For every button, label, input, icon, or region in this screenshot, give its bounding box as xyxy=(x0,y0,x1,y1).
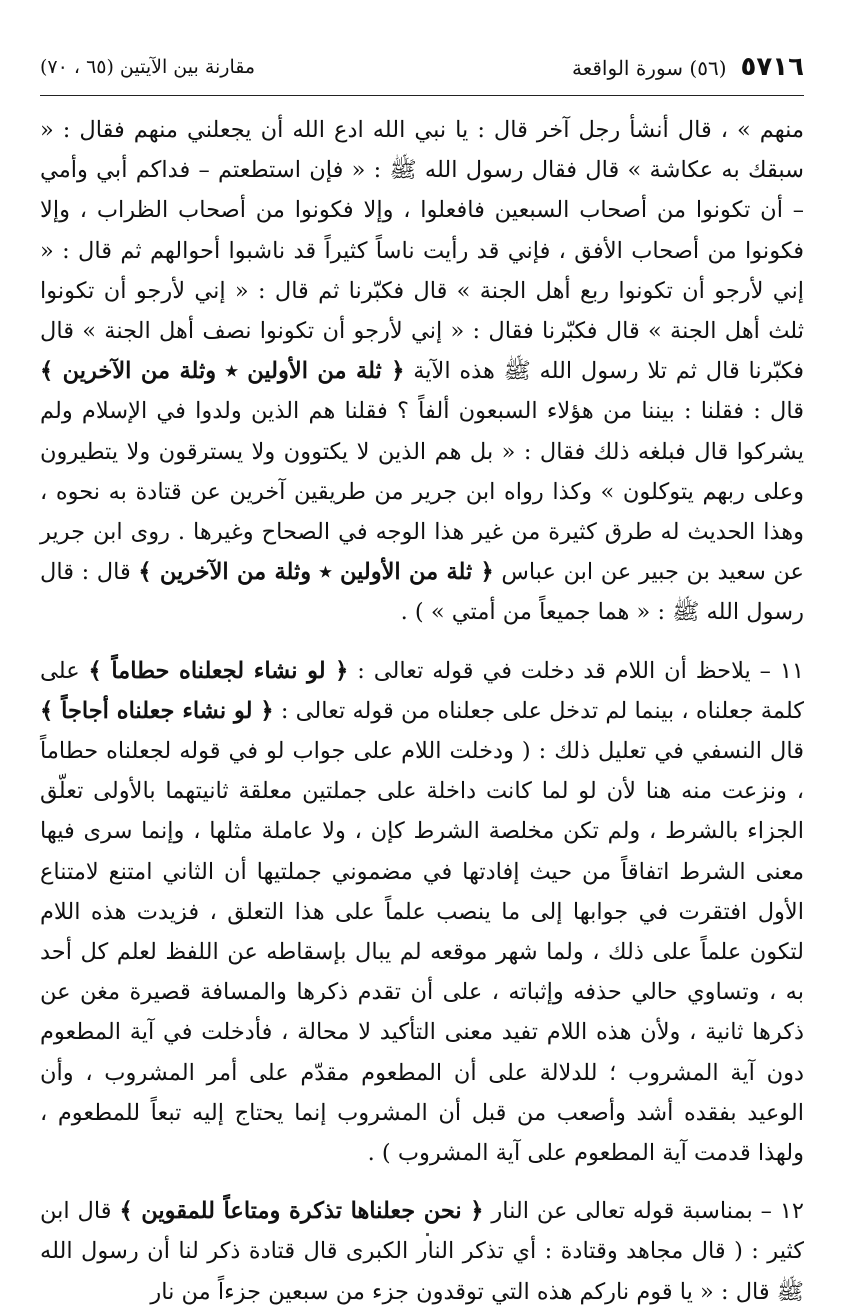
paragraph-note-12 xyxy=(40,1191,804,1312)
quran-verse: ﴿ ثلة من الأولين ٭ وثلة من الآخرين ﴾ xyxy=(138,559,494,586)
paragraph-text xyxy=(40,1191,804,1312)
page-number: ٥٧١٦ xyxy=(740,52,804,82)
quran-verse: ﴿ ثلة من الأولين ٭ وثلة من الآخرين ﴾ xyxy=(40,358,405,385)
header-right xyxy=(572,52,804,82)
page-header xyxy=(40,46,804,88)
text-run: قال النسفي في تعليل ذلك : ( ودخلت اللام على جواب لو في قوله لجعلناه حطاماً ، ونزعت منه هنا لأن لو لما كانت داخلة على جملتين معلقة ثانيتهما بالأولى تعلّق الجزاء بالشرط ، ولم تكن مخلصة الشرط كإن ، ولا عاملة مثلها ، وإنما سرى فيها معنى الشرط اتفاقاً من حيث إفادتها في مضموني جملتيها أن الثاني امتنع لامتناع الأول افتقرت في جوابها إلى ما ينصب علماً على هذا التعلق ، فزيدت هذه اللام لتكون علماً على ذلك ، ولما شهر موقعه لم يبال بإسقاطه عن اللفظ لعلم كل أحد به ، وتساوي حالي حذفه وإثباته ، على أن تقدم ذكرها والمسافة قصيرة مغن عن ذكرها ثانية ، ولأن هذه اللام تفيد معنى التأكيد لا محالة ، فأدخلت في آية المطعوم دون آية المشروب ؛ للدلالة على أن المطعوم مقدّم على أمر المشروب ، وأن الوعيد بفقده أشد وأصعب من قبل أن المشروب إنما يحتاج إليه تبعاً للمطعوم ، ولهذا قدمت آية المطعوم على آية المشروب ) . xyxy=(40,738,804,1167)
quran-verse: ﴿ نحن جعلناها تذكرة ومتاعاً للمقوين ﴾ xyxy=(119,1198,484,1225)
paragraph-hadith xyxy=(40,110,804,633)
text-run: منهم » ، قال أنشأ رجل آخر قال : يا نبي الله ادع الله أن يجعلني منهم فقال : « سبقك به عكاشة » قال فقال رسول الله ﷺ : « فإن استطعتم – فداكم أبي وأمي – أن تكونوا من أصحاب السبعين فافعلوا ، وإلا فكونوا من أصحاب الظراب ، وإلا فكونوا من أصحاب الأفق ، فإني قد رأيت ناساً كثيراً قد ناشبوا أحوالهم ثم قال : « إني لأرجو أن تكونوا ربع أهل الجنة » قال فكبّرنا ثم قال : « إني لأرجو أن تكونوا ثلث أهل الجنة » قال فكبّرنا فقال : « إني لأرجو أن تكونوا نصف أهل الجنة » قال فكبّرنا قال ثم تلا رسول الله ﷺ هذه الآية xyxy=(40,117,804,385)
quran-verse: ﴿ لو نشاء لجعلناه حطاماً ﴾ xyxy=(88,657,349,684)
paragraph-text xyxy=(40,110,804,633)
page-mark xyxy=(426,1233,429,1236)
text-run: قال : فقلنا : بيننا من هؤلاء السبعون ألفاً ؟ فقلنا هم الذين ولدوا في الإسلام ولم يشركوا قال فبلغه ذلك فقال : « بل هم الذين لا يكتوون ولا يسترقون ولا يتطيرون وعلى ربهم يتوكلون » وكذا رواه ابن جرير من طريقين آخرين عن قتادة به نحوه ، وهذا الحديث له طرق كثيرة من غير هذا الوجه في الصحاح وغيرها . روى ابن جرير عن سعيد بن جبير عن ابن عباس xyxy=(40,398,804,586)
text-run: على كلمة جعلناه ، بينما لم تدخل على جعلناه من قوله تعالى : xyxy=(40,657,804,724)
paragraph-text xyxy=(40,651,804,1174)
paragraph-note-11 xyxy=(40,651,804,1174)
page-body xyxy=(40,110,804,1312)
text-run: ١١ – يلاحظ أن اللام قد دخلت في قوله تعالى : xyxy=(348,657,805,684)
quran-verse: ﴿ لو نشاء جعلناه أجاجاً ﴾ xyxy=(40,697,274,724)
text-run: قال : قال رسول الله ﷺ : « هما جميعاً من أمتي » ) . xyxy=(40,559,804,626)
section-title: مقارنة بين الآيتين (٦٥ ، ٧٠) xyxy=(40,56,256,78)
text-run: ١٢ – بمناسبة قوله تعالى عن النار xyxy=(483,1198,805,1225)
surah-label: (٥٦) سورة الواقعة xyxy=(572,56,727,80)
text-run: قال ابن كثير : ( قال مجاهد وقتادة : أي تذكر النار الكبرى قال قتادة ذكر لنا أن رسول الله ﷺ قال : « يا قوم ناركم هذه التي توقدون جزء من سبعين جزءاً من نار xyxy=(40,1198,804,1305)
header-rule xyxy=(40,95,804,96)
